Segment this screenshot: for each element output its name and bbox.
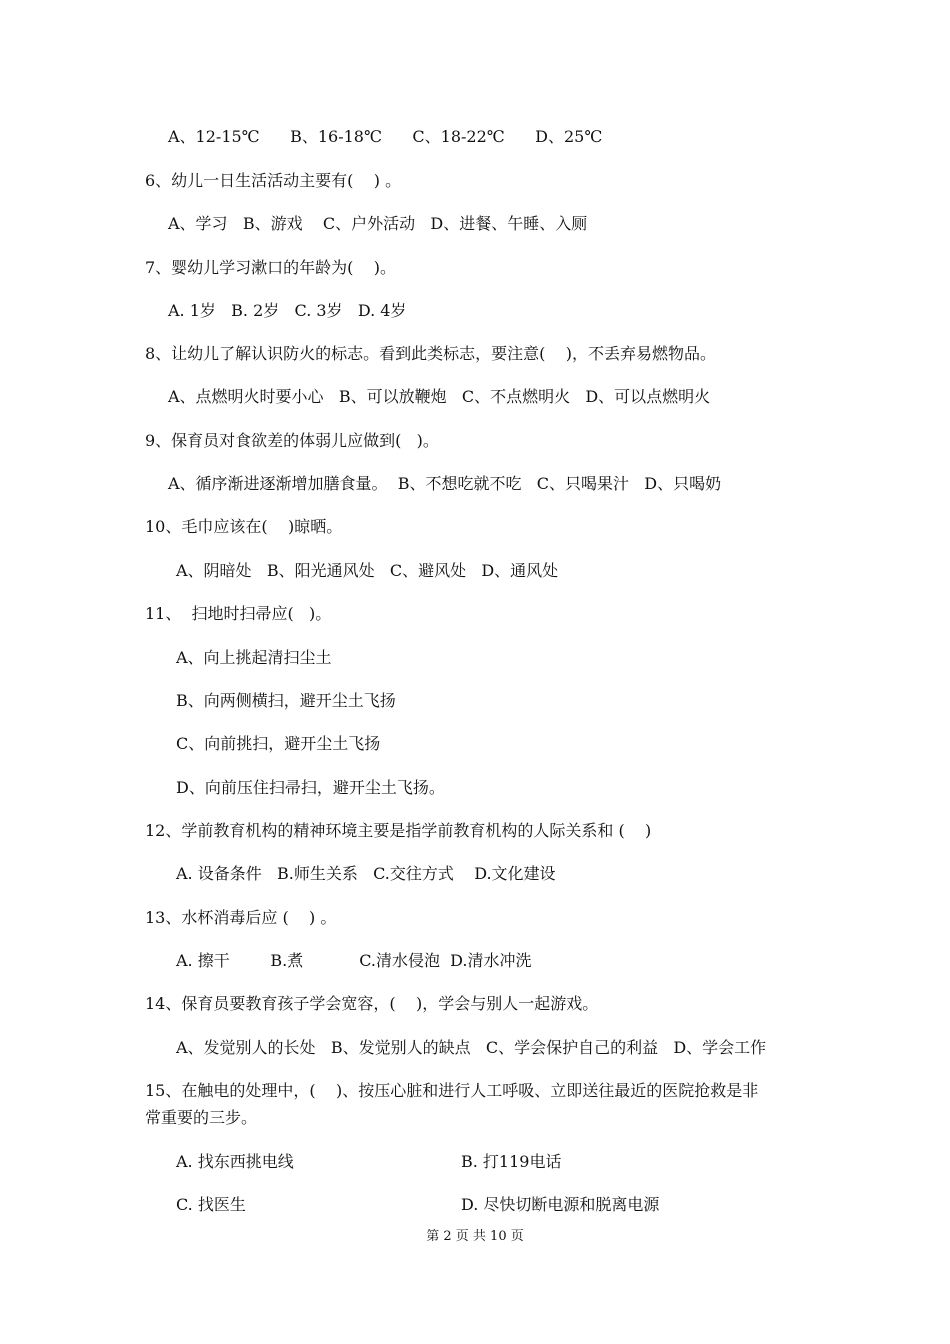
q13-options: A. 擦干 B.煮 C.清水侵泡 D.清水冲洗 [176,951,532,970]
question-14: 14、保育员要教育孩子学会宽容，( )，学会与别人一起游戏。 [145,994,599,1013]
q8-options: A、点燃明火时要小心 B、可以放鞭炮 C、不点燃明火 D、可以点燃明火 [168,387,711,406]
q10-options: A、阴暗处 B、阳光通风处 C、避风处 D、通风处 [176,561,559,580]
question-15-line-1: 15、在触电的处理中，( )、按压心脏和进行人工呼吸、立即送往最近的医院抢救是非 [145,1081,759,1100]
question-13: 13、水杯消毒后应 ( ) 。 [145,908,337,927]
question-7: 7、婴幼儿学习漱口的年龄为( )。 [145,258,397,277]
question-10: 10、毛巾应该在( )晾晒。 [145,517,343,536]
question-15-line-2: 常重要的三步。 [145,1108,258,1127]
q15-option-c: C. 找医生 [176,1195,246,1214]
question-8: 8、让幼儿了解认识防火的标志。看到此类标志，要注意( )，不丢弃易燃物品。 [145,344,717,363]
question-6: 6、幼儿一日生活活动主要有( ) 。 [145,171,402,190]
q15-option-b: B. 打119电话 [461,1152,562,1171]
q15-option-a: A. 找东西挑电线 [176,1152,294,1171]
q14-options: A、发觉别人的长处 B、发觉别人的缺点 C、学会保护自己的利益 D、学会工作 [176,1038,767,1057]
q5-options: A、12-15℃ B、16-18℃ C、18-22℃ D、25℃ [168,127,603,146]
q15-option-d: D. 尽快切断电源和脱离电源 [461,1195,660,1214]
page-footer: 第 2 页 共 10 页 [426,1229,524,1244]
q11-option-b: B、向两侧横扫，避开尘土飞扬 [176,691,396,710]
question-9: 9、保育员对食欲差的体弱儿应做到( )。 [145,431,439,450]
q11-option-a: A、向上挑起清扫尘土 [176,648,332,667]
q7-options: A. 1岁 B. 2岁 C. 3岁 D. 4岁 [168,301,407,320]
question-12: 12、学前教育机构的精神环境主要是指学前教育机构的人际关系和 ( ) [145,821,652,840]
question-11: 11、 扫地时扫帚应( )。 [145,604,332,623]
q11-option-c: C、向前挑扫，避开尘土飞扬 [176,734,381,753]
q6-options: A、学习 B、游戏 C、户外活动 D、进餐、午睡、入厕 [168,214,588,233]
q12-options: A. 设备条件 B.师生关系 C.交往方式 D.文化建设 [176,864,556,883]
q9-options: A、循序渐进逐渐增加膳食量。 B、不想吃就不吃 C、只喝果汁 D、只喝奶 [168,474,722,493]
q11-option-d: D、向前压住扫帚扫，避开尘土飞扬。 [176,778,445,797]
